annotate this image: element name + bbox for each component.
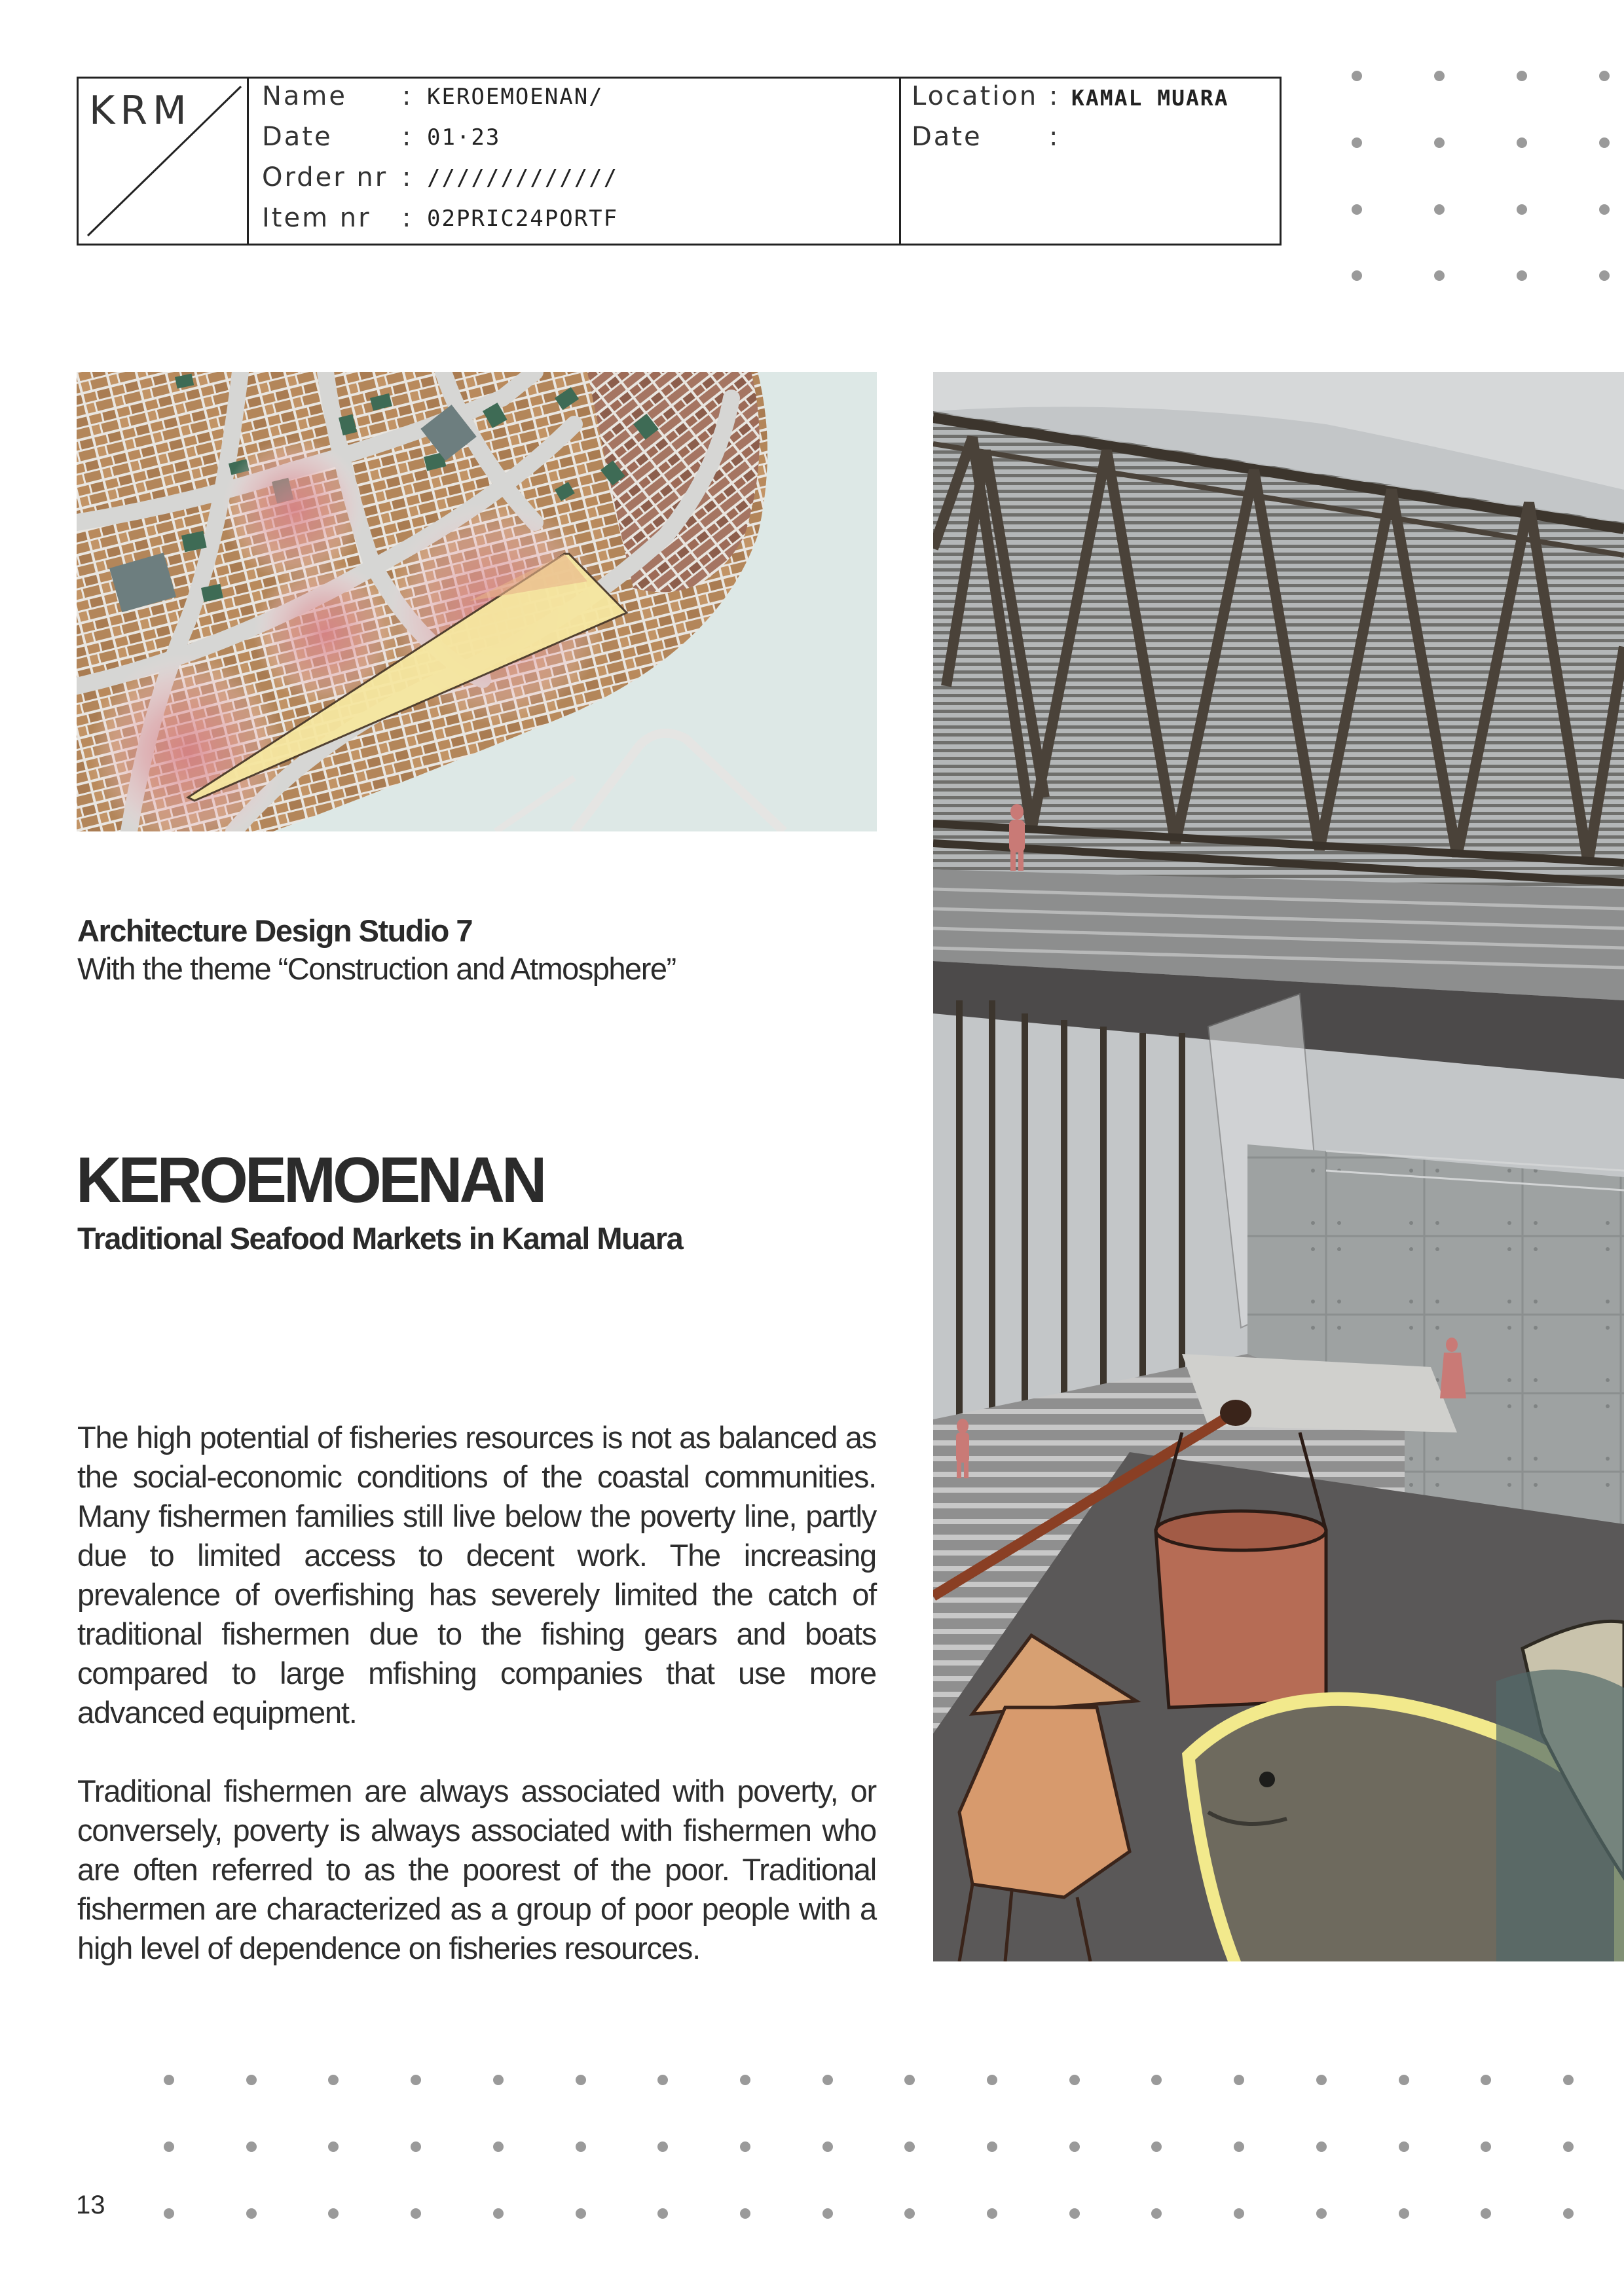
decorative-dot bbox=[328, 2141, 339, 2152]
decorative-dot bbox=[1517, 270, 1527, 281]
date-row bbox=[262, 122, 891, 162]
decorative-dot bbox=[1481, 2141, 1491, 2152]
location-date-label: Date bbox=[912, 122, 982, 152]
title-block-location-cell bbox=[901, 79, 1280, 244]
decorative-dot bbox=[740, 2075, 750, 2085]
decorative-dot bbox=[822, 2141, 833, 2152]
decorative-dot bbox=[1399, 2075, 1409, 2085]
logo-text: KRM bbox=[89, 88, 192, 134]
decorative-dot bbox=[822, 2075, 833, 2085]
decorative-dot bbox=[822, 2208, 833, 2219]
decorative-dot bbox=[657, 2141, 668, 2152]
location-label: Location bbox=[912, 81, 1039, 111]
location-value: KAMAL MUARA bbox=[1071, 85, 1229, 111]
decorative-dot bbox=[328, 2208, 339, 2219]
decorative-dot bbox=[1151, 2075, 1162, 2085]
decorative-dot bbox=[1517, 204, 1527, 215]
decorative-dot bbox=[411, 2075, 421, 2085]
studio-title: Architecture Design Studio 7 bbox=[77, 913, 473, 948]
decorative-dot bbox=[1316, 2075, 1327, 2085]
body-paragraph-1: The high potential of fisheries resources is not as balanced as the social-economic conditions of the coastal communities. Many fishermen families still live below the poverty line, partly due to limited access to decent work. The increasing prevalence of overfishing has severely limited the catch of traditional fishermen due to the fishing gears and boats compared to large mfishing companies that use more advanced equipment. bbox=[77, 1420, 876, 1730]
decorative-dot bbox=[328, 2075, 339, 2085]
date-label: Date bbox=[262, 122, 333, 152]
item-colon: : bbox=[402, 203, 411, 233]
order-label: Order nr bbox=[262, 162, 388, 192]
studio-theme: With the theme “Construction and Atmosphere” bbox=[77, 951, 676, 986]
location-colon: : bbox=[1049, 81, 1058, 111]
decorative-dot bbox=[246, 2075, 257, 2085]
decorative-dot bbox=[164, 2208, 174, 2219]
body-paragraph-2: Traditional fishermen are always associated with poverty, or conversely, poverty is always associated with fishermen who are often referred to as the poorest of the poor. Traditional fishermen are characterized as a group of poor people with a high level of dependence on fisheries resources. bbox=[77, 1774, 876, 1965]
decorative-dot bbox=[1434, 71, 1445, 81]
decorative-dot bbox=[987, 2208, 997, 2219]
decorative-dot bbox=[411, 2141, 421, 2152]
decorative-dot bbox=[246, 2141, 257, 2152]
decorative-dot bbox=[904, 2075, 915, 2085]
title-block-logo-cell bbox=[79, 79, 249, 244]
decorative-dot bbox=[1151, 2208, 1162, 2219]
decorative-dot bbox=[1563, 2075, 1574, 2085]
date-colon: : bbox=[402, 122, 411, 152]
decorative-dot bbox=[411, 2208, 421, 2219]
decorative-dot bbox=[1069, 2208, 1080, 2219]
order-value: ///////////// bbox=[427, 165, 619, 191]
decorative-dot bbox=[164, 2075, 174, 2085]
decorative-dot bbox=[1151, 2141, 1162, 2152]
decorative-dot bbox=[493, 2141, 504, 2152]
decorative-dot bbox=[1352, 204, 1362, 215]
decorative-dot bbox=[493, 2208, 504, 2219]
decorative-dot bbox=[493, 2075, 504, 2085]
item-value: 02PRIC24PORTF bbox=[427, 206, 619, 232]
decorative-dot bbox=[1069, 2075, 1080, 2085]
decorative-dot bbox=[904, 2208, 915, 2219]
name-row bbox=[262, 81, 891, 122]
decorative-dot bbox=[1352, 71, 1362, 81]
decorative-dot bbox=[1399, 2141, 1409, 2152]
decorative-dot bbox=[987, 2075, 997, 2085]
decorative-dot bbox=[904, 2141, 915, 2152]
date-value: 01·23 bbox=[427, 124, 501, 151]
decorative-dot bbox=[1481, 2208, 1491, 2219]
decorative-dot bbox=[576, 2141, 586, 2152]
decorative-dot bbox=[1599, 137, 1610, 148]
title-block-info-cell bbox=[249, 79, 901, 244]
decorative-dot bbox=[1434, 204, 1445, 215]
location-row bbox=[912, 81, 1278, 122]
decorative-dot bbox=[1352, 270, 1362, 281]
name-value: KEROEMOENAN/ bbox=[427, 84, 604, 110]
decorative-dot bbox=[1563, 2208, 1574, 2219]
site-plan-map bbox=[77, 372, 877, 831]
render-drawing bbox=[933, 372, 1624, 1961]
decorative-dot bbox=[1517, 71, 1527, 81]
decorative-dot bbox=[1399, 2208, 1409, 2219]
decorative-dot bbox=[1434, 270, 1445, 281]
decorative-dot bbox=[1599, 71, 1610, 81]
decorative-dot bbox=[1316, 2208, 1327, 2219]
decorative-dot bbox=[1517, 137, 1527, 148]
decorative-dot bbox=[576, 2208, 586, 2219]
decorative-dot bbox=[987, 2141, 997, 2152]
decorative-dot bbox=[1563, 2141, 1574, 2152]
page-number: 13 bbox=[76, 2191, 105, 2219]
decorative-dot bbox=[1234, 2208, 1244, 2219]
decorative-dot bbox=[1234, 2075, 1244, 2085]
decorative-dot bbox=[657, 2075, 668, 2085]
decorative-dot bbox=[1481, 2075, 1491, 2085]
decorative-dot bbox=[576, 2075, 586, 2085]
decorative-dot bbox=[1316, 2141, 1327, 2152]
name-colon: : bbox=[402, 81, 411, 111]
decorative-dot bbox=[740, 2141, 750, 2152]
logo-diagonal-line bbox=[79, 79, 247, 244]
item-row bbox=[262, 203, 891, 244]
item-label: Item nr bbox=[262, 203, 371, 233]
decorative-dot bbox=[246, 2208, 257, 2219]
order-colon: : bbox=[402, 162, 411, 192]
market-render-illustration bbox=[933, 372, 1624, 1961]
decorative-dot bbox=[657, 2208, 668, 2219]
decorative-dot bbox=[740, 2208, 750, 2219]
decorative-dot bbox=[1234, 2141, 1244, 2152]
project-subtitle: Traditional Seafood Markets in Kamal Muara bbox=[77, 1221, 683, 1256]
decorative-dot bbox=[1599, 204, 1610, 215]
location-date-row bbox=[912, 122, 1278, 162]
decorative-dot bbox=[1069, 2141, 1080, 2152]
site-plan-drawing bbox=[77, 372, 877, 831]
decorative-dot bbox=[1599, 270, 1610, 281]
title-block bbox=[77, 77, 1282, 246]
decorative-dot bbox=[1434, 137, 1445, 148]
decorative-dot bbox=[1352, 137, 1362, 148]
project-title: KEROEMOENAN bbox=[76, 1144, 544, 1216]
location-date-colon: : bbox=[1049, 122, 1058, 152]
order-row bbox=[262, 162, 891, 203]
name-label: Name bbox=[262, 81, 348, 111]
decorative-dot bbox=[164, 2141, 174, 2152]
